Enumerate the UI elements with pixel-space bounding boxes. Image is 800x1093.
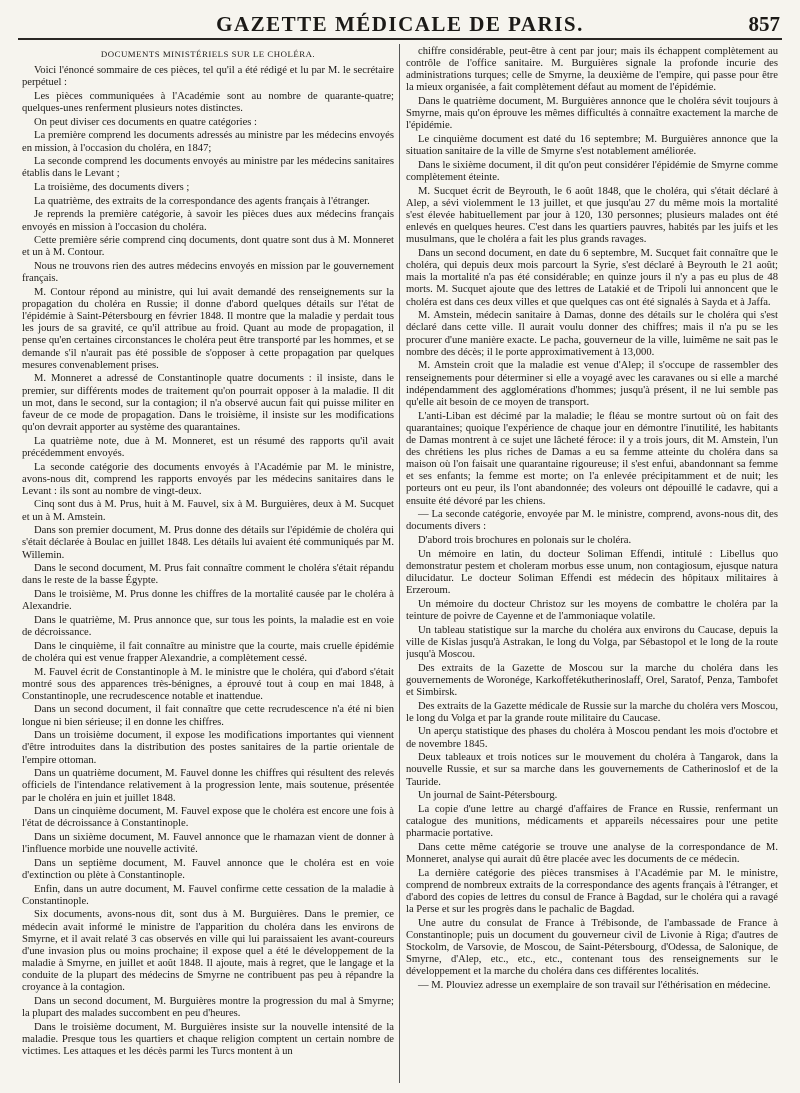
article-paragraph: La seconde catégorie des documents envoyés à l'Académie par M. le ministre, avons-nous dit, comprend les rapports envoyés par les médecins sanitaires dans le Levant : ils sont au nombre de vingt-deux. [22, 461, 394, 497]
article-paragraph: Un journal de Saint-Pétersbourg. [418, 790, 558, 802]
article-paragraph: Une autre du consulat de France à Trébisonde, de l'ambassade de France à Constantinople; puis un document du gouverneur civil de Livonie à Riga; d'autres de Stockolm, de Varsovie, de Moscou, de Saint-Pétersbourg, d'Odessa, de Salonique, de Smyrne, d'Alep, etc., etc., etc., contenant tous des renseignements sur le développement et la marche du choléra dans ces différentes localités. [406, 917, 778, 978]
article-paragraph: M. Fauvel écrit de Constantinople à M. le ministre que le choléra, qui d'abord s'était montré sous des apparences très-bénignes, a éprouvé tout à coup en mai 1848, à Constantinople, une recrudescence notable et inattendue. [22, 666, 394, 702]
article-paragraph: Un tableau statistique sur la marche du choléra aux environs du Caucase, depuis la ville de Kislas jusqu'à Astrakan, le long du Volga, par Sébastopol et le long de la route jusqu'à Moscou. [406, 624, 778, 660]
article-paragraph: M. Amstein, médecin sanitaire à Damas, donne des détails sur le choléra qui s'est déclaré dans cette ville. Il aurait voulu donner des chiffres; mais il n'a pu se les procurer d'une manière exacte. Le pacha, gouverneur de la ville, luimême ne sait pas le nombre des décès; il le porte approximativement à 13,000. [406, 310, 778, 358]
article-paragraph: On peut diviser ces documents en quatre catégories : [34, 116, 257, 128]
article-paragraph: Le cinquième document est daté du 16 septembre; M. Burguières annonce que la situation sanitaire de la ville de Smyrne s'est notablement améliorée. [406, 134, 778, 158]
article-paragraph: M. Contour répond au ministre, qui lui avait demandé des renseignements sur la propagation du choléra en Russie; il donne d'abord quelques détails sur l'état de l'épidémie à Saint-Pétersbourg en février 1848. Il montre que la maladie y perdait tous les jours de sa gravité, ce qu'il attribue au froid. Quant au mode de propagation, il pense qu'en certaines circonstances le choléra peut être transporté par les hommes, et se demande s'il n'aurait pas été possible de s'opposer à cette propagation par quelques mesures convenablement prises. [22, 286, 394, 371]
article-paragraph: Dans le quatrième, M. Prus annonce que, sur tous les points, la maladie est en voie de décroissance. [22, 614, 394, 639]
article-paragraph: Des extraits de la Gazette médicale de Russie sur la marche du choléra vers Moscou, le long du Volga et par la grande route militaire du Caucase. [406, 700, 778, 724]
article-paragraph: Dans le sixième document, il dit qu'on peut considérer l'épidémie de Smyrne comme complètement éteinte. [406, 159, 778, 184]
article-paragraph: Dans un quatrième document, M. Fauvel donne les chiffres qui résultent des relevés officiels de l'intendance relativement à la progression lente, mais soutenue, présentée par le choléra en juin et juillet 1848. [22, 768, 394, 804]
article-paragraph: L'anti-Liban est décimé par la maladie; le fléau se montre surtout où on fait des quarantaines; quoique l'expérience de chaque jour en démontre l'inutilité, les habitants de Damas montrent à ce sujet une lâcheté féroce: il y a trois jours, dit M. Amstein, l'un des chrétiens les plus riches de Damas a eu sa femme atteinte du choléra dans sa maison où l'on faisait une quarantaine rigoureuse; il s'est enfui, abandonnant sa femme et ses enfants; la femme est morte; on l'a enlevée précipitamment et de nuit; les porteurs ont eu peur, ils l'ont abandonnée; des voleurs ont dépouillé le cadavre, qui a ensuite été dévoré par les chiens. [406, 410, 778, 507]
article-paragraph: Dans le second document, M. Prus fait connaître comment le choléra s'était répandu dans le reste de la basse Égypte. [22, 563, 394, 587]
left-column [22, 46, 394, 1087]
article-paragraph: La seconde comprend les documents envoyés au ministre par les médecins sanitaires établis dans le Levant ; [22, 156, 394, 180]
article-paragraph: D'abord trois brochures en polonais sur le choléra. [418, 535, 632, 547]
article-paragraph: Dans son premier document, M. Prus donne des détails sur l'épidémie de choléra qui s'était déclarée à Boulac en juillet 1848. Les détails lui avaient été communiqués par M. Willemin. [22, 525, 394, 561]
article-paragraph: Un mémoire du docteur Christoz sur les moyens de combattre le choléra par la teinture de poivre de Cayenne et de l'ammoniaque volatile. [406, 598, 778, 623]
journal-title: GAZETTE MÉDICALE DE PARIS. [216, 12, 584, 36]
article-paragraph: Dans le troisième document, M. Burguières insiste sur la nouvelle intensité de la maladie. Presque tous les quartiers et chaque religion comptent un certain nombre de victimes. Les attaques et les décès parmi les Turcs montent à un [22, 1021, 394, 1058]
article-paragraph: chiffre considérable, peut-être à cent par jour; mais ils échappent complètement au contrôle de l'office sanitaire. M. Burguières signale la profonde incurie des administrations turques; celle de Smyrne, la deuxième de l'empire, qui passe pour être la mieux organisée, a fait complètement défaut au moment de l'épidémie. [406, 46, 778, 94]
article-paragraph: Dans un sixième document, M. Fauvel annonce que le rhamazan vient de donner à l'influence morbide une nouvelle activité. [22, 832, 394, 856]
column-divider [399, 44, 400, 1083]
right-column [406, 46, 778, 1087]
article-paragraph: Dans un second document, M. Burguières montre la progression du mal à Smyrne; la plupart des malades succombent en peu d'heures. [22, 996, 394, 1020]
article-paragraph: Cinq sont dus à M. Prus, huit à M. Fauvel, six à M. Burguières, deux à M. Sucquet et un à M. Amstein. [22, 499, 394, 523]
article-paragraph: Voici l'énoncé sommaire de ces pièces, tel qu'il a été rédigé et lu par M. le secrétaire perpétuel : [22, 65, 394, 89]
article-paragraph: La première comprend les documents adressés au ministre par les médecins envoyés en mission, à l'occasion du choléra, en 1847; [22, 130, 394, 154]
article-paragraph: Un mémoire en latin, du docteur Soliman Effendi, intitulé : Libellus quo demonstratur pestem et choleram morbus esse unum, non contagiosum, ejusque natura dilucidatur. Le docteur Soliman Effendi est médecin des hôpitaux militaires à Erzeroum. [406, 548, 778, 597]
section-heading: DOCUMENTS MINISTÉRIELS SUR LE CHOLÉRA. [100, 49, 316, 59]
article-paragraph: Dans cette même catégorie se trouve une analyse de la correspondance de M. Monneret, analyse qui aurait dû être placée avec les documents de ce médecin. [406, 841, 778, 865]
article-paragraph: Deux tableaux et trois notices sur le mouvement du choléra à Tangarok, dans la nouvelle Russie, et sur sa marche dans les gouvernements de Catherinoslof et de la Tauride. [406, 752, 778, 788]
article-paragraph: Dans un second document, il fait connaître que cette recrudescence n'a été ni bien longue ni bien sérieuse; il en donne les chiffres. [22, 704, 394, 728]
article-paragraph: Cette première série comprend cinq documents, dont quatre sont dus à M. Monneret et un à M. Contour. [22, 235, 394, 259]
article-paragraph: Dans le quatrième document, M. Burguières annonce que le choléra sévit toujours à Smyrne, mais qu'on éprouve les mêmes difficultés à connaître exactement la marche de l'épidémie. [406, 96, 778, 132]
article-paragraph: M. Monneret a adressé de Constantinople quatre documents : il insiste, dans le premier, sur différents modes de traitement qu'on pourrait opposer à la maladie. Il dit un mot, dans le second, sur la contagion; il n'a observé aucun fait qui puisse militer en faveur de ce mode de propagation. Dans le troisième, il insiste sur les modifications qu'on devrait apporter au système des quarantaines. [22, 373, 394, 434]
article-paragraph: Dans le cinquième, il fait connaître au ministre que la courte, mais cruelle épidémie de choléra qui est venue frapper Alexandrie, a complètement cessé. [22, 640, 394, 664]
article-paragraph: Six documents, avons-nous dit, sont dus à M. Burguières. Dans le premier, ce médecin avait informé le ministre de l'apparition du choléra dans les environs de Smyrne, et il avait relaté 3 cas observés en ville qui lui paraissaient les avant-coureurs d'une invasion plus ou moins prochaine; il expose quel a été le développement de la maladie à Smyrne, en juillet et août 1848. Il ajoute, mais à regret, que le langage et la conduite de la plupart des médecins de Smyrne ne contribuent pas peu à répandre la croyance à la contagion. [22, 909, 394, 994]
article-paragraph: Dans un septième document, M. Fauvel annonce que le choléra est en voie d'extinction ou plète à Constantinople. [22, 857, 394, 881]
article-paragraph: Dans un troisième document, il expose les modifications importantes qui viennent d'être introduites dans la distribution des postes sanitaires de la partie orientale de l'empire ottoman. [22, 730, 394, 766]
article-paragraph: Des extraits de la Gazette de Moscou sur la marche du choléra dans les gouvernements de Woronége, Karkoffetékutherinoslaff, Orel, Saratof, Penza, Tambofet et Simbirsk. [406, 662, 778, 698]
article-paragraph: La quatrième note, due à M. Monneret, est un résumé des rapports qu'il avait précédemment envoyés. [22, 435, 394, 459]
article-paragraph: La copie d'une lettre au chargé d'affaires de France en Russie, renfermant un catalogue des munitions, médicaments et appareils nécessaires pour une petite pharmacie portative. [406, 803, 778, 840]
page-number: 857 [748, 12, 780, 36]
article-paragraph: — M. Plouviez adresse un exemplaire de son travail sur l'éthérisation en médecine. [418, 980, 771, 992]
article-paragraph: Dans le troisième, M. Prus donne les chiffres de la mortalité causée par le choléra à Alexandrie. [22, 589, 394, 613]
article-paragraph: Enfin, dans un autre document, M. Fauvel confirme cette cessation de la maladie à Constantinople. [22, 883, 394, 907]
article-paragraph: Un aperçu statistique des phases du choléra à Moscou pendant les mois d'octobre et de novembre 1845. [406, 726, 778, 750]
article-paragraph: Dans un cinquième document, M. Fauvel expose que le choléra est encore une fois à l'état de décroissance à Constantinople. [22, 806, 394, 830]
article-paragraph: Je reprends la première catégorie, à savoir les pièces dues aux médecins français envoyés en mission à l'occasion du choléra. [22, 209, 394, 233]
article-paragraph: La troisième, des documents divers ; [34, 182, 190, 194]
article-paragraph: M. Amstein croit que la maladie est venue d'Alep; il s'occupe de rassembler des renseignements pour déterminer si elle a voyagé avec les caravanes ou si elle a marché indépendamment des agglomérations d'hommes; jusqu'à présent, il ne lui semble pas qu'elle ait besoin de ce moyen de transport. [406, 360, 778, 408]
article-paragraph: La quatrième, des extraits de la correspondance des agents français à l'étranger. [34, 195, 370, 207]
article-paragraph: Nous ne trouvons rien des autres médecins envoyés en mission par le gouvernement français. [22, 261, 394, 285]
article-paragraph: — La seconde catégorie, envoyée par M. le ministre, comprend, avons-nous dit, des documents divers : [406, 509, 778, 533]
article-paragraph: La dernière catégorie des pièces transmises à l'Académie par M. le ministre, comprend de nombreux extraits de la correspondance des agents français à l'étranger, et d'abord des copies de lettres du consul de France à Bagdad, sur le choléra qui a ravagé la Perse et sur les progrès dans le pachalic de Bagdad. [406, 867, 778, 916]
article-paragraph: M. Sucquet écrit de Beyrouth, le 6 août 1848, que le choléra, qui s'était déclaré à Alep, a sévi violemment le 13 juillet, et que jusqu'au 27 du même mois la mortalité s'est élevée habituellement par jour à 120, 130 personnes; plusieurs malades ont été enlevés en quelques heures. C'est dans les quartiers pauvres, habités par les juifs et les musulmans, que le choléra a fait les plus grands ravages. [406, 185, 778, 246]
page-header [18, 10, 782, 40]
article-paragraph: Les pièces communiquées à l'Académie sont au nombre de quarante-quatre; quelques-unes renferment plusieurs notes distinctes. [22, 90, 394, 115]
article-paragraph: Dans un second document, en date du 6 septembre, M. Sucquet fait connaître que le choléra, qui depuis deux mois parcourt la Syrie, s'est déclaré à Beyrouth le 21 août; mais la mortalité n'a pas été considérable; en quinze jours il n'y a pas eu plus de 48 morts. M. Sucquet ajoute que des lettres de Latakié et de Tripoli lui annoncent que le choléra est dans ces deux villes et que quelques cas ont été signalés à Sayda et à Jaffa. [406, 248, 778, 308]
